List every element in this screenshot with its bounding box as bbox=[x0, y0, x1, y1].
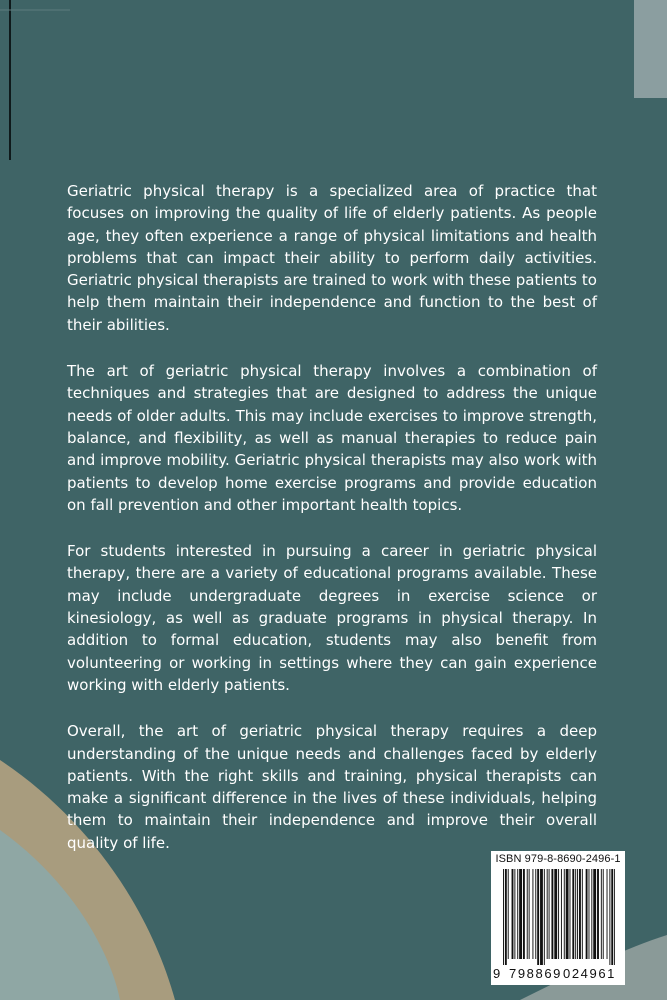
barcode-bar bbox=[549, 869, 550, 959]
barcode-bar bbox=[537, 869, 539, 965]
barcode-bar bbox=[544, 869, 545, 965]
barcode-bar bbox=[579, 869, 581, 959]
barcode-bar bbox=[505, 869, 507, 965]
paragraph-conclusion: Overall, the art of geriatric physical therapy requires a deep understanding of the unique needs and challenges faced by elderly patients. With the right skills and training, physical therapists can make a significant difference in the lives of these individuals, helping them to maintain their independence and improve their overall quality of life. bbox=[67, 722, 597, 852]
barcode-bar bbox=[591, 869, 592, 959]
barcode-bar bbox=[558, 869, 559, 959]
back-cover-description bbox=[67, 180, 597, 878]
barcode-bar bbox=[532, 869, 533, 959]
barcode-icon bbox=[503, 869, 615, 965]
barcode-bar bbox=[564, 869, 565, 959]
barcode-bar bbox=[597, 869, 599, 959]
isbn-barcode-block bbox=[491, 851, 625, 985]
isbn-label: ISBN 979-8-8690-2496-1 bbox=[495, 853, 621, 865]
barcode-bar bbox=[607, 869, 608, 959]
barcode-bar bbox=[566, 869, 569, 959]
paragraph-techniques: The art of geriatric physical therapy involves a combination of techniques and strategies that are designed to address the unique needs of older adults. This may include exercises to improve strength, balance, and flexibility, as well as manual therapies to reduce pain and improve mobility. Geriatric physical therapists may also work with patients to develop home exercise programs and provide education on fall prevention and other important health topics. bbox=[67, 362, 597, 514]
barcode-bar bbox=[514, 869, 515, 959]
barcode-bar bbox=[512, 869, 514, 959]
barcode-bar bbox=[570, 869, 571, 959]
paragraph-intro: Geriatric physical therapy is a specialized area of practice that focuses on improving the quality of life of elderly patients. As people age, they often experience a range of physical limitations and health problems that can impact their ability to perform daily activities. Geriatric physical therapists are trained to work with these patients to help them maintain their independence and function to the best of their abilities. bbox=[67, 182, 597, 334]
barcode-bar bbox=[572, 869, 574, 959]
barcode-bar bbox=[575, 869, 576, 959]
corner-accent-top-right bbox=[634, 0, 667, 98]
barcode-bar bbox=[582, 869, 583, 959]
isbn-digits-left: 798869 bbox=[509, 966, 562, 981]
barcode-bar bbox=[517, 869, 518, 959]
isbn-digits-right: 024961 bbox=[563, 966, 616, 981]
barcode-bar bbox=[540, 869, 543, 965]
barcode-bar bbox=[586, 869, 588, 959]
barcode-bar bbox=[527, 869, 528, 959]
paragraph-education: For students interested in pursuing a career in geriatric physical therapy, there are a variety of educational programs available. These may include undergraduate degrees in exercise science or kinesiology, as well as graduate programs in physical therapy. In addition to formal education, students may also benefit from volunteering or working in settings where they can gain experience working with elderly patients. bbox=[67, 542, 597, 694]
barcode-bar bbox=[614, 869, 615, 965]
barcode-bar bbox=[561, 869, 562, 959]
barcode-bar bbox=[554, 869, 557, 959]
barcode-bar bbox=[611, 869, 613, 965]
barcode-bar bbox=[547, 869, 548, 959]
barcode-bar bbox=[609, 869, 610, 965]
isbn-digit-first: 9 bbox=[493, 966, 501, 981]
barcode-bar bbox=[577, 869, 578, 959]
barcode-bar bbox=[589, 869, 590, 959]
barcode-bar bbox=[508, 869, 509, 959]
barcode-bar bbox=[535, 869, 536, 959]
barcode-bar bbox=[593, 869, 596, 959]
barcode-bar bbox=[519, 869, 522, 959]
barcode-bar bbox=[551, 869, 553, 959]
barcode-bar bbox=[503, 869, 504, 965]
barcode-bar bbox=[523, 869, 525, 959]
barcode-bar bbox=[529, 869, 530, 959]
barcode-bar bbox=[601, 869, 602, 959]
barcode-bar bbox=[603, 869, 604, 959]
